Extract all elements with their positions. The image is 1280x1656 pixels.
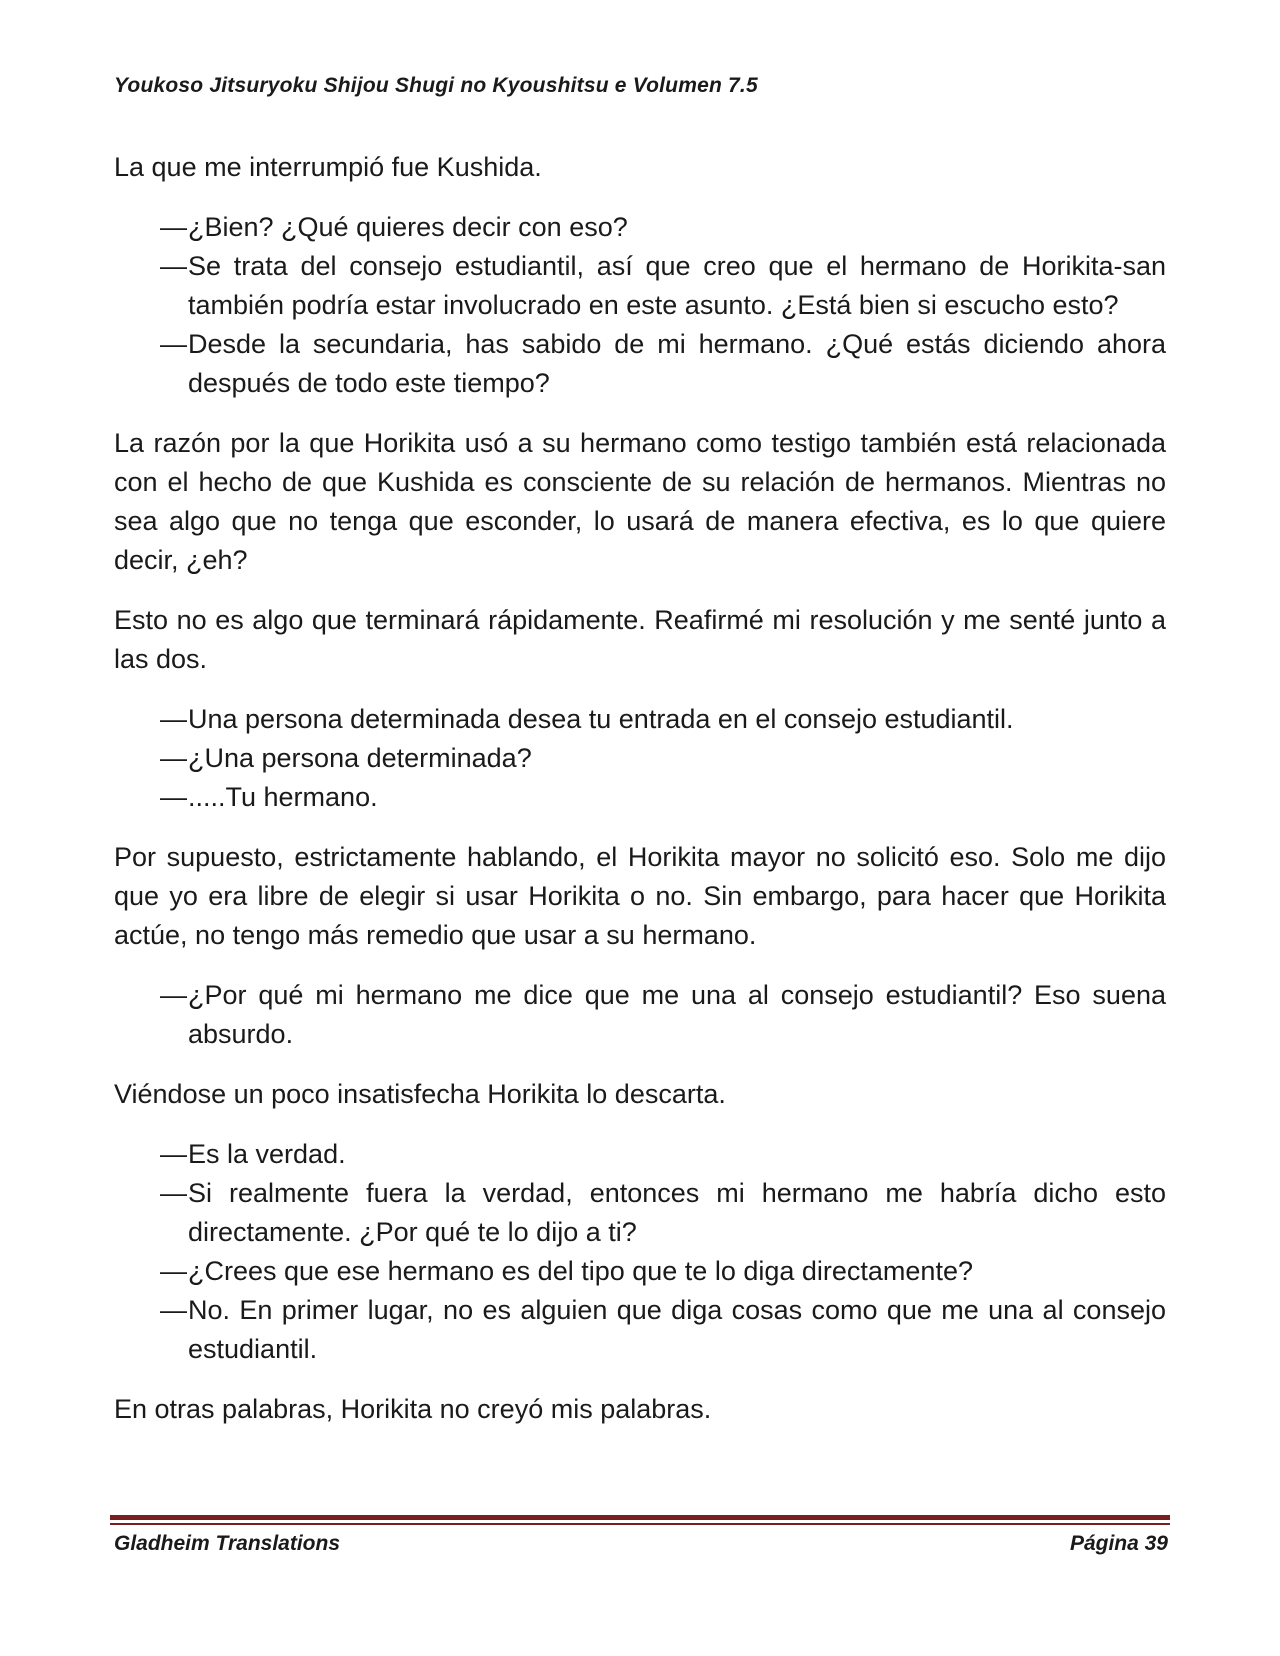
dialogue-line [114,976,1166,1054]
dialogue-text: ¿Crees que ese hermano es del tipo que te lo diga directamente? [188,1256,973,1286]
paragraph: Esto no es algo que terminará rápidamente. Reafirmé mi resolución y me senté junto a las dos. [114,605,1166,674]
em-dash: — [160,1139,187,1169]
dialogue-block [114,700,1166,817]
footer-divider-thick [110,1515,1170,1520]
em-dash: — [160,782,187,812]
running-header: Youkoso Jitsuryoku Shijou Shugi no Kyoushitsu e Volumen 7.5 [114,74,758,97]
dialogue-line [114,739,1166,778]
em-dash: — [160,251,187,281]
footer-divider-thin [110,1523,1170,1525]
em-dash: — [160,1178,187,1208]
dialogue-text: Una persona determinada desea tu entrada en el consejo estudiantil. [188,704,1014,734]
dialogue-text: Si realmente fuera la verdad, entonces mi hermano me habría dicho esto directamente. ¿Por qué te lo dijo a ti? [188,1178,1166,1247]
dialogue-text: No. En primer lugar, no es alguien que diga cosas como que me una al consejo estudiantil. [188,1295,1166,1364]
dialogue-line [114,208,1166,247]
footer-divider [110,1515,1170,1525]
dialogue-text: ¿Por qué mi hermano me dice que me una al consejo estudiantil? Eso suena absurdo. [188,980,1166,1049]
em-dash: — [160,704,187,734]
dialogue-line [114,1135,1166,1174]
dialogue-line [114,1291,1166,1369]
dialogue-block [114,1135,1166,1369]
dialogue-text: Se trata del consejo estudiantil, así que creo que el hermano de Horikita-san también podría estar involucrado en este asunto. ¿Está bien si escucho esto? [188,251,1166,320]
paragraph: Por supuesto, estrictamente hablando, el Horikita mayor no solicitó eso. Solo me dijo que yo era libre de elegir si usar Horikita o no. Sin embargo, para hacer que Horikita actúe, no tengo más remedio que usar a su hermano. [114,842,1166,950]
dialogue-line [114,325,1166,403]
em-dash: — [160,212,187,242]
paragraph: La que me interrumpió fue Kushida. [114,152,542,182]
paragraph: Viéndose un poco insatisfecha Horikita lo descarta. [114,1079,726,1109]
page-body [114,148,1166,1450]
em-dash: — [160,1295,187,1325]
dialogue-text: Es la verdad. [188,1139,346,1169]
page-number: Página 39 [1069,1532,1168,1555]
dialogue-line [114,247,1166,325]
dialogue-line [114,778,1166,817]
dialogue-line [114,1174,1166,1252]
paragraph: En otras palabras, Horikita no creyó mis palabras. [114,1394,712,1424]
em-dash: — [160,329,187,359]
em-dash: — [160,980,187,1010]
footer-credit: Gladheim Translations [114,1532,341,1555]
dialogue-text: Desde la secundaria, has sabido de mi hermano. ¿Qué estás diciendo ahora después de todo este tiempo? [188,329,1166,398]
dialogue-block [114,976,1166,1054]
em-dash: — [160,1256,187,1286]
dialogue-text: ¿Una persona determinada? [188,743,532,773]
paragraph: La razón por la que Horikita usó a su hermano como testigo también está relacionada con el hecho de que Kushida es consciente de su relación de hermanos. Mientras no sea algo que no tenga que esconder, lo usará de manera efectiva, es lo que quiere decir, ¿eh? [114,428,1166,575]
dialogue-line [114,700,1166,739]
dialogue-block [114,208,1166,403]
dialogue-text: .....Tu hermano. [188,782,378,812]
dialogue-line [114,1252,1166,1291]
dialogue-text: ¿Bien? ¿Qué quieres decir con eso? [188,212,628,242]
em-dash: — [160,743,187,773]
